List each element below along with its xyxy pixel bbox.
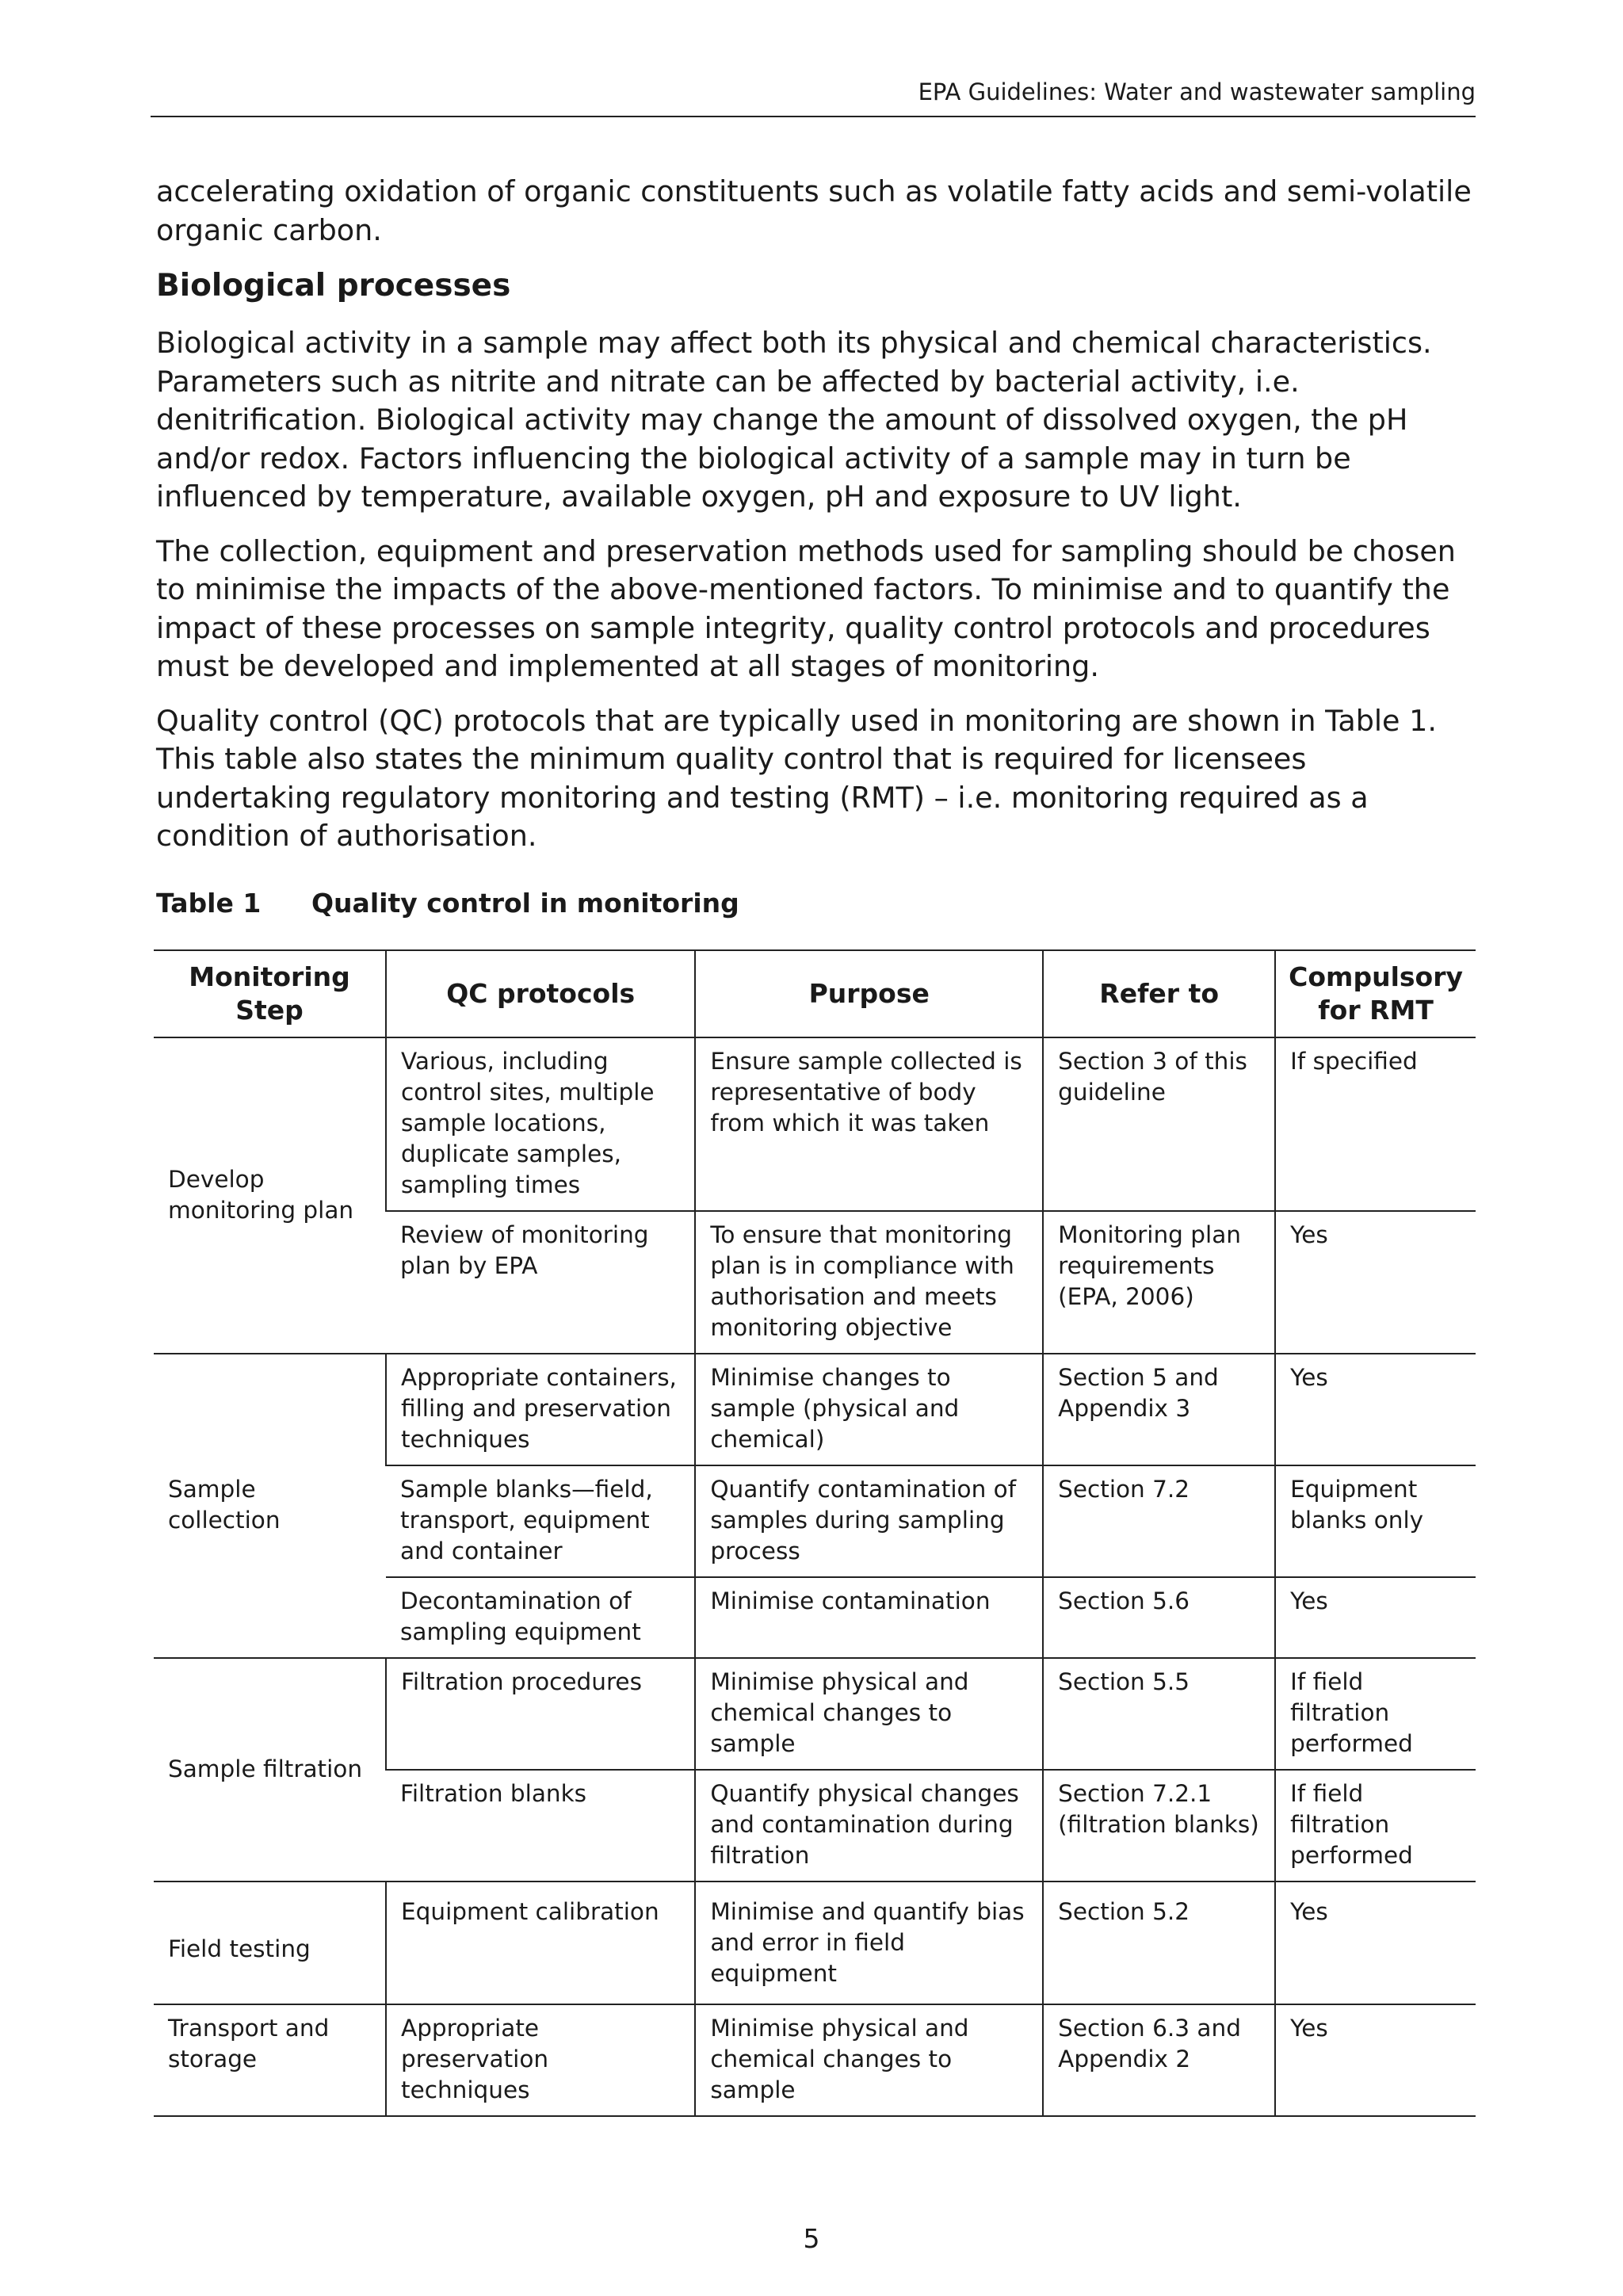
purpose-cell: Minimise and quantify bias and error in field equipment (695, 1881, 1043, 2004)
qc-protocol-cell: Sample blanks—field, transport, equipment and container (386, 1465, 695, 1577)
header-qc-protocols: QC protocols (386, 950, 695, 1037)
purpose-cell: Minimise contamination (695, 1577, 1043, 1658)
qc-protocol-cell: Filtration procedures (386, 1658, 695, 1770)
header-purpose: Purpose (695, 950, 1043, 1037)
refer-to-cell: Section 5 and Appendix 3 (1043, 1354, 1275, 1465)
compulsory-cell: If specified (1275, 1037, 1476, 1211)
qc-protocol-cell: Appropriate preservation techniques (386, 2004, 695, 2116)
compulsory-cell: Yes (1275, 1577, 1476, 1658)
step-cell: Develop monitoring plan (154, 1037, 386, 1354)
purpose-cell: Ensure sample collected is representative of body from which it was taken (695, 1037, 1043, 1211)
refer-to-cell: Section 5.6 (1043, 1577, 1275, 1658)
purpose-cell: To ensure that monitoring plan is in compliance with authorisation and meets monitoring objective (695, 1211, 1043, 1354)
section-heading: Biological processes (156, 268, 511, 304)
refer-to-cell: Section 6.3 and Appendix 2 (1043, 2004, 1275, 2116)
compulsory-cell: If field filtration performed (1275, 1770, 1476, 1881)
purpose-cell: Minimise changes to sample (physical and chemical) (695, 1354, 1043, 1465)
table-row (154, 1037, 1476, 1211)
qc-protocol-cell: Decontamination of sampling equipment (386, 1577, 695, 1658)
refer-to-cell: Section 5.2 (1043, 1881, 1275, 2004)
table-caption (156, 886, 1480, 921)
refer-to-cell: Section 5.5 (1043, 1658, 1275, 1770)
qc-protocol-cell: Filtration blanks (386, 1770, 695, 1881)
paragraph-collection-methods: The collection, equipment and preservation methods used for sampling should be chosen to minimise the impacts of the above-mentioned factors. To minimise and to quantify the impact of these processes on sample integrity, quality control protocols and procedures must be developed and implemented at all stages of monitoring. (156, 533, 1456, 683)
table-caption-title: Quality control in monitoring (311, 887, 739, 919)
compulsory-cell: Yes (1275, 2004, 1476, 2116)
header-monitoring-step: Monitoring Step (154, 950, 386, 1037)
header-compulsory-for-rmt: Compulsory for RMT (1275, 950, 1476, 1037)
step-cell: Sample filtration (154, 1658, 386, 1881)
refer-to-cell: Monitoring plan requirements (EPA, 2006) (1043, 1211, 1275, 1354)
purpose-cell: Quantify physical changes and contamination during filtration (695, 1770, 1043, 1881)
qc-protocol-cell: Various, including control sites, multiple sample locations, duplicate samples, sampling times (386, 1037, 695, 1211)
compulsory-cell: Yes (1275, 1354, 1476, 1465)
table-row (154, 1354, 1476, 1465)
paragraph-quality-control: Quality control (QC) protocols that are typically used in monitoring are shown in Table 1. This table also states the minimum quality control that is required for licensees undertaking regulatory monitoring and testing (RMT) – i.e. monitoring required as a condition of authorisation. (156, 703, 1437, 853)
compulsory-cell: Yes (1275, 1211, 1476, 1354)
table-row (154, 1881, 1476, 2004)
purpose-cell: Minimise physical and chemical changes to sample (695, 2004, 1043, 2116)
step-cell: Field testing (154, 1881, 386, 2004)
running-header: EPA Guidelines: Water and wastewater sampling (151, 76, 1476, 117)
refer-to-cell: Section 7.2.1 (filtration blanks) (1043, 1770, 1275, 1881)
qc-protocol-cell: Review of monitoring plan by EPA (386, 1211, 695, 1354)
qc-protocol-cell: Equipment calibration (386, 1881, 695, 2004)
table-row (154, 2004, 1476, 2116)
table-caption-number: Table 1 (156, 887, 262, 919)
body-text (156, 173, 1480, 942)
compulsory-cell: Equipment blanks only (1275, 1465, 1476, 1577)
compulsory-cell: Yes (1275, 1881, 1476, 2004)
purpose-cell: Minimise physical and chemical changes to sample (695, 1658, 1043, 1770)
page-number: 5 (803, 2223, 820, 2254)
paragraph-biological-activity: Biological activity in a sample may affect both its physical and chemical characteristics. Parameters such as nitrite and nitrate can be affected by bacterial activity, i.e. denitrification. Biological activity may change the amount of dissolved oxygen, the pH and/or redox. Factors influencing the biological activity of a sample may in turn be influenced by temperature, available oxygen, pH and exposure to UV light. (156, 326, 1432, 514)
header-refer-to: Refer to (1043, 950, 1275, 1037)
compulsory-cell: If field filtration performed (1275, 1658, 1476, 1770)
paragraph-continued: accelerating oxidation of organic constituents such as volatile fatty acids and semi-volatile organic carbon. (156, 174, 1472, 247)
purpose-cell: Quantify contamination of samples during sampling process (695, 1465, 1043, 1577)
refer-to-cell: Section 7.2 (1043, 1465, 1275, 1577)
table-row (154, 1658, 1476, 1770)
qc-protocol-cell: Appropriate containers, filling and preservation techniques (386, 1354, 695, 1465)
refer-to-cell: Section 3 of this guideline (1043, 1037, 1275, 1211)
step-cell: Transport and storage (154, 2004, 386, 2116)
quality-control-table (154, 949, 1476, 2117)
table-header-row (154, 950, 1476, 1037)
step-cell: Sample collection (154, 1354, 386, 1658)
